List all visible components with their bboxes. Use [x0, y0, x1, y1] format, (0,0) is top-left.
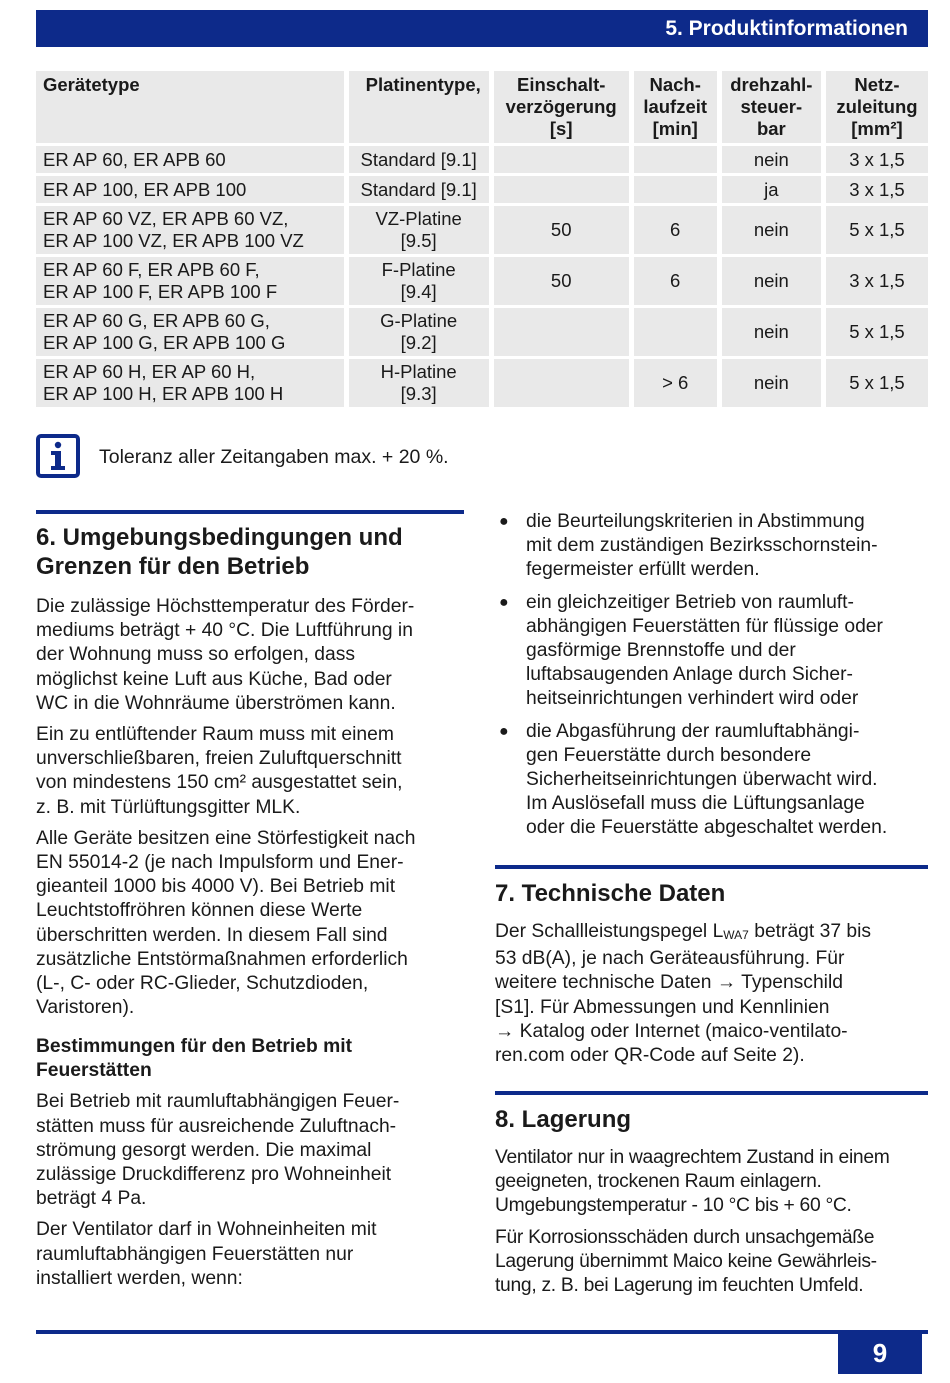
list-item: [495, 591, 928, 712]
table-row: [36, 359, 928, 407]
cell-einschalt: 50: [494, 257, 629, 305]
text-line: Feuerstätten: [36, 1060, 152, 1082]
bullet-list: [495, 510, 928, 841]
subheading-feuerstaetten: [36, 1035, 466, 1083]
text-line: (L-, C- oder RC-Glieder, Schutzdioden,: [36, 973, 369, 995]
text-line: → Katalog oder Internet (maico-ventilato-: [495, 1020, 848, 1042]
info-icon: [36, 434, 80, 478]
cell-platine: Standard [9.1]: [349, 146, 489, 173]
cell-type: [36, 206, 344, 254]
text-line: tung, z. B. bei Lagerung im feuchten Umfeld.: [495, 1275, 864, 1297]
paragraph: [36, 827, 466, 1021]
bullet-dot: ●: [499, 513, 509, 530]
text-line: gen Feuerstätte durch besondere: [526, 744, 812, 766]
bullet-section: [495, 510, 928, 849]
header-line: steuer-: [740, 96, 803, 117]
text-line: Die zulässige Höchsttemperatur des Förder-: [36, 596, 415, 617]
text-line: ein gleichzeitiger Betrieb von raumluft-: [526, 591, 854, 613]
cell-nachlauf: [634, 146, 717, 173]
cell-netz: 3 x 1,5: [826, 176, 928, 203]
section-divider: [495, 865, 928, 869]
text-line: geeigneten, trockenen Raum einlagern.: [495, 1171, 822, 1193]
section-divider: [495, 1091, 928, 1095]
text-line: Varistoren).: [36, 997, 135, 1019]
text-line: [495, 920, 928, 947]
text-line: überschritten werden. In diesem Fall sind: [36, 924, 388, 946]
text-line: möglichst keine Luft aus Küche, Bad oder: [36, 668, 392, 690]
cell-drehzahl: nein: [722, 257, 821, 305]
text-line: Lagerung übernimmt Maico keine Gewährleis-: [495, 1250, 877, 1272]
title-line: Grenzen für den Betrieb: [36, 553, 310, 580]
section-7: [495, 879, 928, 1075]
header-line: Netz-: [854, 74, 900, 95]
title-line: 6. Umgebungsbedingungen und: [36, 524, 403, 551]
text-line: die Beurteilungskriterien in Abstimmung: [526, 511, 865, 532]
text-line: raumluftabhängigen Feuerstätten nur: [36, 1243, 354, 1265]
text-line: installiert werden, wenn:: [36, 1267, 243, 1289]
section-8-title: 8. Lagerung: [495, 1106, 632, 1133]
header-nachlaufzeit: [634, 71, 717, 143]
cell-line: F-Platine: [381, 259, 456, 280]
paragraph: [36, 723, 466, 820]
cell-netz: 5 x 1,5: [826, 206, 928, 254]
cell-line: ER AP 100 VZ, ER APB 100 VZ: [43, 230, 304, 251]
section-6-title: [36, 523, 466, 581]
cell-line: VZ-Platine: [375, 208, 462, 229]
cell-nachlauf: 6: [634, 206, 717, 254]
header-line: drehzahl-: [730, 74, 813, 95]
table-row: [36, 206, 928, 254]
cell-einschalt: [494, 308, 629, 356]
cell-drehzahl: nein: [722, 308, 821, 356]
text-line: von mindestens 150 cm² ausgestattet sein,: [36, 772, 403, 794]
header-line: laufzeit: [643, 96, 708, 117]
text-line: heitseinrichtungen verhindert wird oder: [526, 688, 859, 710]
cell-einschalt: [494, 176, 629, 203]
cell-einschalt: 50: [494, 206, 629, 254]
text-line: die Abgasführung der raumluftabhängi-: [526, 720, 860, 742]
text-line: Der Ventilator darf in Wohneinheiten mit: [36, 1219, 377, 1241]
list-item: [495, 510, 928, 583]
text-line: ren.com oder QR-Code auf Seite 2).: [495, 1045, 805, 1067]
text-line: Im Auslösefall muss die Lüftungsanlage: [526, 793, 865, 815]
text-line: EN 55014-2 (je nach Impulsform und Ener-: [36, 852, 404, 874]
header-geraetetype: Gerätetype: [36, 71, 344, 143]
bullet-dot: ●: [499, 722, 509, 740]
header-drehzahlsteuerbar: [722, 71, 821, 143]
paragraph: [495, 1226, 928, 1299]
cell-einschalt: [494, 146, 629, 173]
cell-drehzahl: nein: [722, 206, 821, 254]
text-line: Bei Betrieb mit raumluftabhängigen Feuer-: [36, 1091, 400, 1113]
subscript: WA7: [723, 928, 749, 942]
cell-nachlauf: > 6: [634, 359, 717, 407]
text-line: mediums beträgt + 40 °C. Die Luftführung in: [36, 620, 413, 642]
text-line: Für Korrosionsschäden durch unsachgemäße: [495, 1226, 875, 1248]
text-line: zulässige Druckdifferenz pro Wohneinheit: [36, 1164, 392, 1186]
cell-platine: Standard [9.1]: [349, 176, 489, 203]
table-row: [36, 308, 928, 356]
cell-platine: [349, 359, 489, 407]
page-number-box: [838, 1330, 922, 1374]
cell-nachlauf: [634, 176, 717, 203]
text-line: Ventilator nur in waagrechtem Zustand in einem: [495, 1147, 890, 1168]
text-line: [S1]. Für Abmessungen und Kennlinien: [495, 996, 830, 1018]
header-platinentype: Platinentype,: [349, 71, 489, 143]
cell-netz: 3 x 1,5: [826, 146, 928, 173]
tolerance-note: Toleranz aller Zeitangaben max. + 20 %.: [99, 446, 449, 468]
cell-line: [9.4]: [400, 281, 437, 302]
text-line: unverschließbaren, freien Zuluftquerschnitt: [36, 748, 402, 770]
cell-netz: 5 x 1,5: [826, 308, 928, 356]
footer-rule: [36, 1330, 928, 1334]
header-einschaltverzoegerung: [494, 71, 629, 143]
header-line: Nach-: [649, 74, 701, 95]
cell-nachlauf: 6: [634, 257, 717, 305]
cell-platine: [349, 206, 489, 254]
text-line: Alle Geräte besitzen eine Störfestigkeit nach: [36, 827, 416, 849]
cell-netz: 5 x 1,5: [826, 359, 928, 407]
header-line: Einschalt-: [516, 74, 606, 95]
text-line: mit dem zuständigen Bezirksschornstein-: [526, 535, 878, 557]
section-divider: [36, 510, 464, 514]
cell-line: ER AP 60 F, ER APB 60 F,: [43, 259, 260, 280]
cell-netz: 3 x 1,5: [826, 257, 928, 305]
cell-nachlauf: [634, 308, 717, 356]
table-header-row: [36, 71, 928, 143]
text-line: Ein zu entlüftender Raum muss mit einem: [36, 724, 394, 746]
text-line: weitere technische Daten → Typenschild: [495, 972, 843, 994]
cell-platine: [349, 257, 489, 305]
cell-type: ER AP 100, ER APB 100: [36, 176, 344, 203]
section-header-title: 5. Produktinformationen: [665, 17, 908, 40]
text-line: zusätzliche Entstörmaßnahmen erforderlich: [36, 948, 408, 970]
cell-type: ER AP 60, ER APB 60: [36, 146, 344, 173]
section-header-bar: [36, 10, 928, 47]
cell-einschalt: [494, 359, 629, 407]
section-8: [495, 1105, 928, 1305]
text-line: Bestimmungen für den Betrieb mit: [36, 1036, 353, 1058]
cell-type: [36, 308, 344, 356]
text-line: WC in die Wohnräume überströmen kann.: [36, 692, 396, 714]
text-line: stätten muss für ausreichende Zuluftnach-: [36, 1115, 397, 1137]
cell-line: [9.5]: [400, 230, 437, 251]
cell-drehzahl: nein: [722, 146, 821, 173]
paragraph: [495, 920, 928, 1068]
cell-line: ER AP 60 H, ER AP 60 H,: [43, 361, 256, 382]
header-line: [mm²]: [851, 118, 903, 139]
text-fragment: beträgt 37 bis: [748, 921, 872, 942]
page-number: 9: [872, 1338, 888, 1368]
paragraph: [495, 1146, 928, 1219]
text-line: abhängigen Feuerstätten für flüssige oder: [526, 615, 883, 637]
cell-drehzahl: ja: [722, 176, 821, 203]
text-line: luftabsaugenden Anlage durch Sicher-: [526, 664, 853, 686]
cell-line: H-Platine: [380, 361, 457, 382]
product-table: [31, 71, 933, 407]
text-line: z. B. mit Türlüftungsgitter MLK.: [36, 796, 301, 818]
paragraph: [36, 1090, 466, 1211]
table-row: [36, 176, 928, 203]
table-row: [36, 257, 928, 305]
cell-type: [36, 359, 344, 407]
text-line: gieanteil 1000 bis 4000 V). Bei Betrieb mit: [36, 876, 396, 898]
cell-line: ER AP 60 VZ, ER APB 60 VZ,: [43, 208, 289, 229]
bullet-dot: ●: [499, 593, 509, 611]
cell-line: ER AP 60 G, ER APB 60 G,: [43, 310, 270, 331]
text-line: gasförmige Brennstoffe und der: [526, 640, 796, 662]
cell-line: [9.3]: [400, 383, 437, 404]
text-line: Umgebungstemperatur - 10 °C bis + 60 °C.: [495, 1195, 852, 1217]
list-item: [495, 720, 928, 841]
cell-platine: [349, 308, 489, 356]
cell-drehzahl: nein: [722, 359, 821, 407]
text-line: oder die Feuerstätte abgeschaltet werden.: [526, 817, 888, 839]
text-line: fegermeister erfüllt werden.: [526, 559, 760, 581]
cell-line: ER AP 100 H, ER APB 100 H: [43, 383, 284, 404]
text-line: Leuchtstoffröhren können diese Werte: [36, 900, 363, 922]
text-line: der Wohnung muss so erfolgen, dass: [36, 644, 356, 666]
header-line: verzögerung: [505, 96, 617, 117]
text-line: strömung gesorgt werden. Die maximal: [36, 1139, 372, 1161]
section-7-title: 7. Technische Daten: [495, 880, 726, 907]
header-line: bar: [756, 118, 786, 139]
paragraph: [36, 1218, 466, 1291]
header-line: [min]: [652, 118, 698, 139]
text-fragment: Der Schallleistungspegel L: [495, 921, 724, 942]
text-line: 53 dB(A), je nach Geräteausführung. Für: [495, 948, 845, 970]
text-line: Sicherheitseinrichtungen überwacht wird.: [526, 769, 878, 791]
cell-line: ER AP 100 F, ER APB 100 F: [43, 281, 278, 302]
text-line: beträgt 4 Pa.: [36, 1188, 147, 1210]
cell-line: ER AP 100 G, ER APB 100 G: [43, 332, 286, 353]
paragraph: [36, 595, 466, 716]
header-line: [s]: [549, 118, 573, 139]
header-netzzuleitung: [826, 71, 928, 143]
cell-type: [36, 257, 344, 305]
header-line: zuleitung: [836, 96, 918, 117]
cell-line: [9.2]: [400, 332, 437, 353]
section-6: [36, 523, 466, 1298]
cell-line: G-Platine: [380, 310, 458, 331]
table-row: [36, 146, 928, 173]
